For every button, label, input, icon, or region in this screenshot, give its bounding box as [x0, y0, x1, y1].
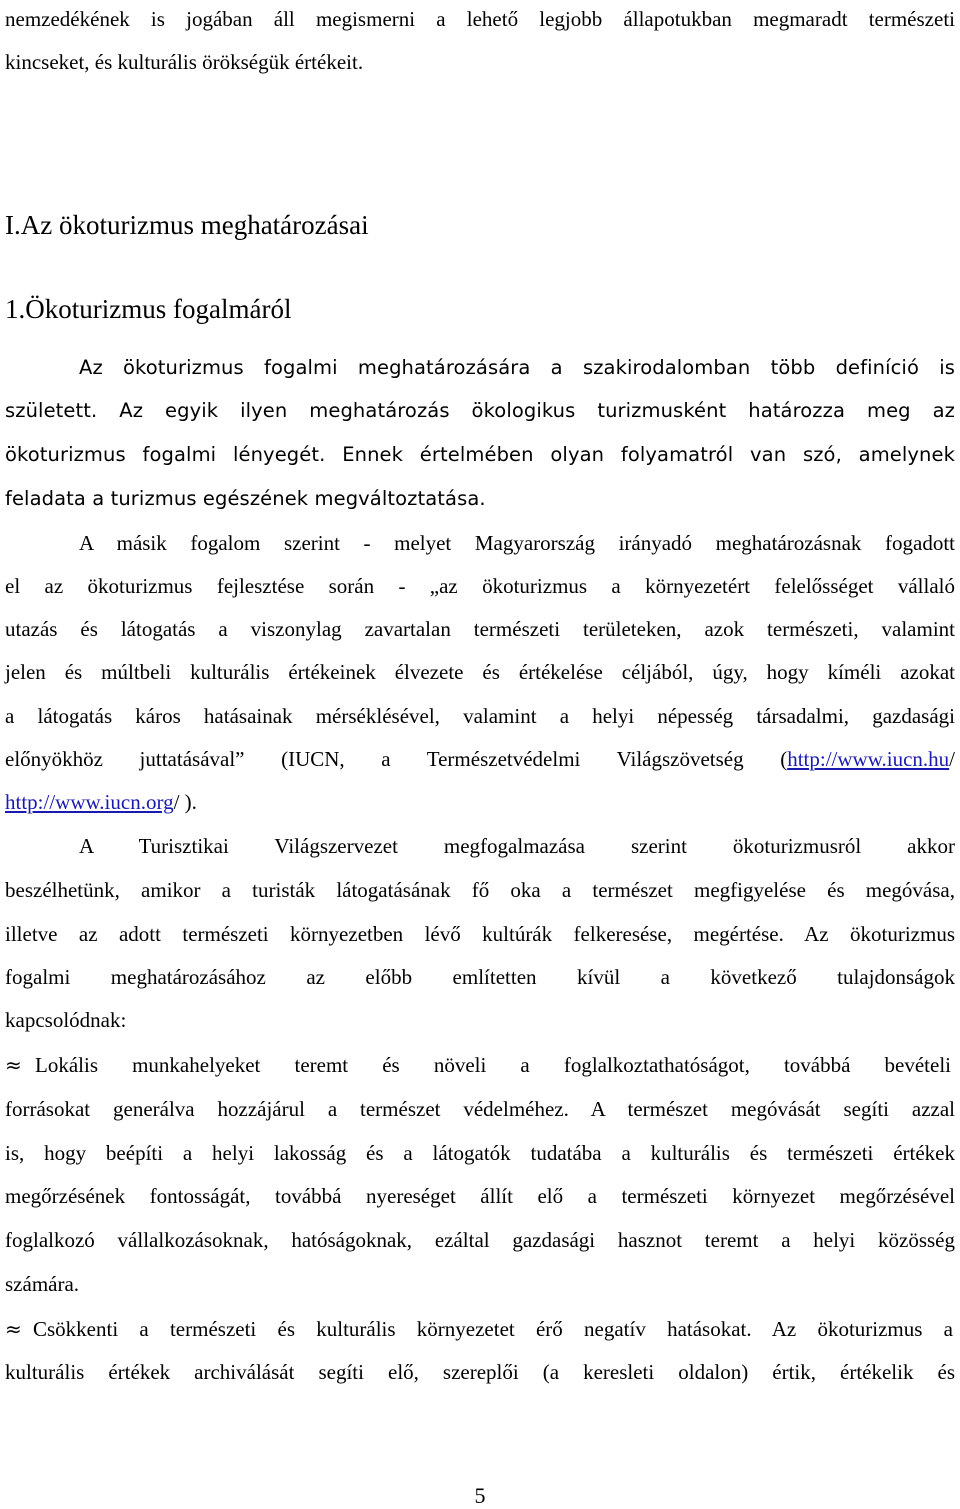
paragraph-line: jelen és múltbeli kulturális értékeinek élvezete és értékelése céljából, úgy, hogy kíméli azokat [5, 660, 955, 684]
section-title: I.Az ökoturizmus meghatározásai [5, 210, 369, 240]
paragraph-line: született. Az egyik ilyen meghatározás ökologikus turizmusként határozza meg az [5, 399, 955, 422]
paragraph-line: is, hogy beépíti a helyi lakosság és a látogatók tudatába a kulturális és természeti értékek [5, 1141, 955, 1165]
paragraph-line: számára. [5, 1272, 80, 1296]
paragraph-line: forrásokat generálva hozzájárul a természet védelméhez. A természet megóvását segíti azzal [5, 1097, 955, 1121]
paragraph-line [5, 745, 955, 773]
paragraph-line: A Turisztikai Világszervezet megfogalmazása szerint ökoturizmusról akkor [79, 834, 955, 858]
wave-bullet-icon: ≈ [5, 1317, 22, 1341]
paragraph-line: megőrzésének fontosságát, továbbá nyereséget állít elő a természeti környezet megőrzésével [5, 1184, 955, 1208]
paragraph-line: el az ökoturizmus fejlesztése során - „az ökoturizmus a környezetért felelősséget vállaló [5, 574, 955, 598]
paragraph-line: fogalmi meghatározásához az előbb említetten kívül a következő tulajdonságok [5, 965, 955, 989]
paragraph-line [5, 788, 955, 816]
paragraph-text: / [949, 747, 955, 771]
bullet-item [5, 1315, 955, 1343]
bullet-text: Lokális munkahelyeket teremt és növeli a foglalkoztathatóságot, továbbá bevételi [35, 1053, 951, 1077]
paragraph-line: ökoturizmus fogalmi lényegét. Ennek értelmében olyan folyamatról van szó, amelynek [5, 443, 955, 466]
iucn-hu-link[interactable]: http://www.iucn.hu [787, 747, 950, 771]
paragraph-line: illetve az adott természeti környezetben lévő kultúrák felkeresése, megértése. Az ökoturizmus [5, 922, 955, 946]
paragraph-line: kulturális értékek archiválását segíti elő, szereplői (a keresleti oldalon) értik, értékelik és [5, 1360, 955, 1384]
subsection-title: 1.Ökoturizmus fogalmáról [5, 294, 292, 324]
bullet-item [5, 1051, 955, 1079]
bullet-text: Csökkenti a természeti és kulturális környezetet érő negatív hatásokat. Az ökoturizmus a [33, 1317, 953, 1341]
paragraph-line: foglalkozó vállalkozásoknak, hatóságoknak, ezáltal gazdasági hasznot teremt a helyi közösség [5, 1228, 955, 1252]
paragraph-line: feladata a turizmus egészének megváltoztatása. [5, 487, 486, 510]
paragraph-line: Az ökoturizmus fogalmi meghatározására a szakirodalomban több definíció is [79, 356, 955, 379]
page-number: 5 [474, 1483, 486, 1508]
paragraph-text: / ). [173, 790, 197, 814]
paragraph-text: előnyökhöz juttatásával” (IUCN, a Természetvédelmi Világszövetség ( [5, 747, 788, 771]
paragraph-line: kapcsolódnak: [5, 1008, 127, 1032]
paragraph-line: A másik fogalom szerint - melyet Magyarország irányadó meghatározásnak fogadott [79, 531, 955, 555]
intro-line: kincseket, és kulturális örökségük értékeit. [5, 50, 364, 74]
paragraph-line: beszélhetünk, amikor a turisták látogatásának fő oka a természet megfigyelése és megóvása, [5, 878, 955, 902]
wave-bullet-icon: ≈ [5, 1053, 22, 1077]
paragraph-line: utazás és látogatás a viszonylag zavartalan természeti területeken, azok természeti, valamint [5, 617, 955, 641]
iucn-org-link[interactable]: http://www.iucn.org [5, 790, 174, 814]
intro-line: nemzedékének is jogában áll megismerni a lehető legjobb állapotukban megmaradt természeti [5, 7, 955, 31]
paragraph-line: a látogatás káros hatásainak mérséklésével, valamint a helyi népesség társadalmi, gazdasági [5, 704, 955, 728]
